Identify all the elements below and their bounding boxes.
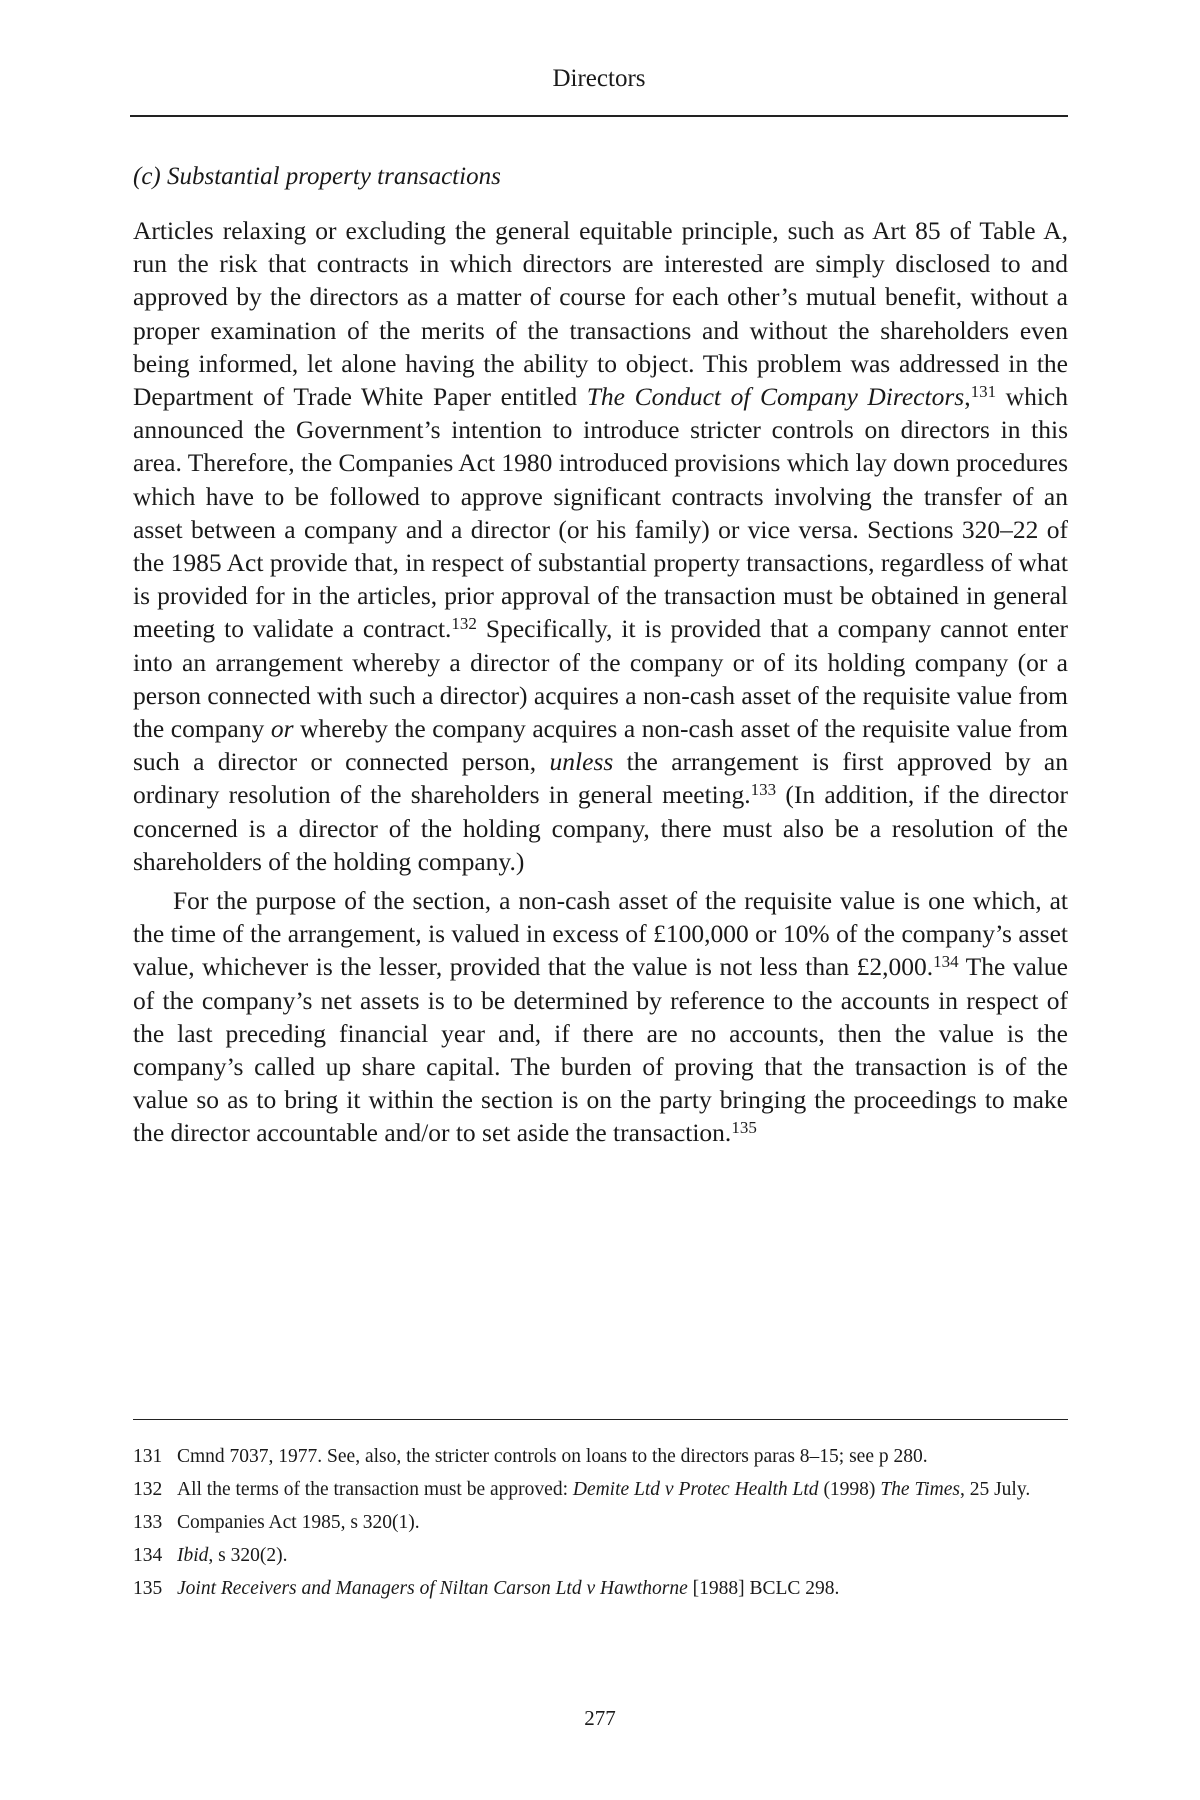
text-run: ,: [964, 382, 971, 412]
footnote-text: Cmnd 7037, 1977. See, also, the stricter controls on loans to the directors paras 8–15; see p 280.: [177, 1446, 928, 1467]
paragraph-1: [133, 214, 1068, 878]
footnote-132: [133, 1479, 1068, 1501]
footnote-text: Companies Act 1985, s 320(1).: [177, 1512, 420, 1533]
running-head: Directors: [552, 65, 646, 92]
footnote-ref[interactable]: 132: [451, 614, 477, 634]
paragraph-2: [133, 884, 1068, 1150]
text-run: whereby the company acquires a non-cash asset of the requisite value from such a director or connected person,: [133, 714, 1068, 777]
footnote-133: [133, 1512, 1068, 1534]
emphasis: unless: [549, 747, 614, 777]
body-text: [133, 214, 1068, 1150]
footnote-text: , s 320(2).: [208, 1545, 288, 1566]
text-run: the arrangement is first approved by an ordinary resolution of the shareholders in general meeting.: [133, 747, 1069, 810]
case-name: Demite Ltd v Protec Health Ltd: [572, 1479, 819, 1500]
footnote-text: , 25 July.: [959, 1479, 1031, 1500]
footnote-rule: [133, 1419, 1068, 1420]
footnote-ref[interactable]: 131: [970, 382, 997, 402]
case-name: Joint Receivers and Managers of Niltan Carson Ltd v Hawthorne: [177, 1578, 688, 1599]
cited-title: The Conduct of Company Directors: [586, 382, 965, 412]
text-run: For the purpose of the section, a non-cash asset of the requisite value is one which, at the time of the arrangement, is valued in excess of £100,000 or 10% of the company’s asset value, whichever is the lesser, provided that the value is not less than £2,000.: [133, 886, 1068, 982]
footnote-text: (1998): [818, 1479, 881, 1500]
header-rule: [130, 115, 1068, 117]
footnote-text: [1988] BCLC 298.: [687, 1578, 840, 1599]
text-run: Articles relaxing or excluding the general equitable principle, such as Art 85 of Table A, run the risk that contracts in which directors are interested are simply disclosed to and approved by the directors as a matter of course for each other’s mutual benefit, without a proper examination of the merits of the transactions and without the shareholders even being informed, let alone having the ability to object. This problem was addressed in the Department of Trade White Paper entitled: [133, 216, 1068, 412]
footnotes: [133, 1446, 1068, 1611]
emphasis: or: [270, 714, 294, 744]
text-run: (In addition, if the director concerned is a director of the holding company, there must also be a resolution of the shareholders of the holding company.): [133, 780, 1068, 876]
footnote-ref[interactable]: 135: [731, 1118, 757, 1138]
footnote-text: All the terms of the transaction must be approved:: [177, 1479, 573, 1500]
footnote-number: 135: [133, 1578, 163, 1599]
footnote-ref[interactable]: 133: [750, 780, 777, 800]
section-heading: (c) Substantial property transactions: [133, 163, 501, 190]
footnote-number: 132: [133, 1479, 163, 1500]
footnote-135: [133, 1578, 1068, 1600]
newspaper-name: The Times: [880, 1479, 960, 1500]
text-run: Specifically, it is provided that a company cannot enter into an arrangement whereby a director of the company or of its holding company (or a person connected with such a director) acquires a non-cash asset of the requisite value from the company: [133, 614, 1068, 744]
text-run: which announced the Government’s intention to introduce stricter controls on directors in this area. Therefore, the Companies Act 1980 introduced provisions which lay down procedures which have to be followed to approve significant contracts involving the transfer of an asset between a company and a director (or his family) or vice versa. Sections 320–22 of the 1985 Act provide that, in respect of substantial property transactions, regardless of what is provided for in the articles, prior approval of the transaction must be obtained in general meeting to validate a contract.: [133, 382, 1068, 644]
ibid: Ibid: [177, 1545, 209, 1566]
footnote-number: 133: [133, 1512, 163, 1533]
footnote-134: [133, 1545, 1068, 1567]
text-run: The value of the company’s net assets is to be determined by reference to the accounts in respect of the last preceding financial year and, if there are no accounts, then the value is the company’s called up share capital. The burden of proving that the transaction is of the value so as to bring it within the section is on the party bringing the proceedings to make the director accountable and/or to set aside the transaction.: [133, 952, 1068, 1148]
footnote-ref[interactable]: 134: [933, 952, 959, 972]
footnote-number: 131: [133, 1446, 163, 1467]
footnote-number: 134: [133, 1545, 163, 1566]
page-number: 277: [584, 1706, 616, 1730]
footnote-131: [133, 1446, 1068, 1468]
